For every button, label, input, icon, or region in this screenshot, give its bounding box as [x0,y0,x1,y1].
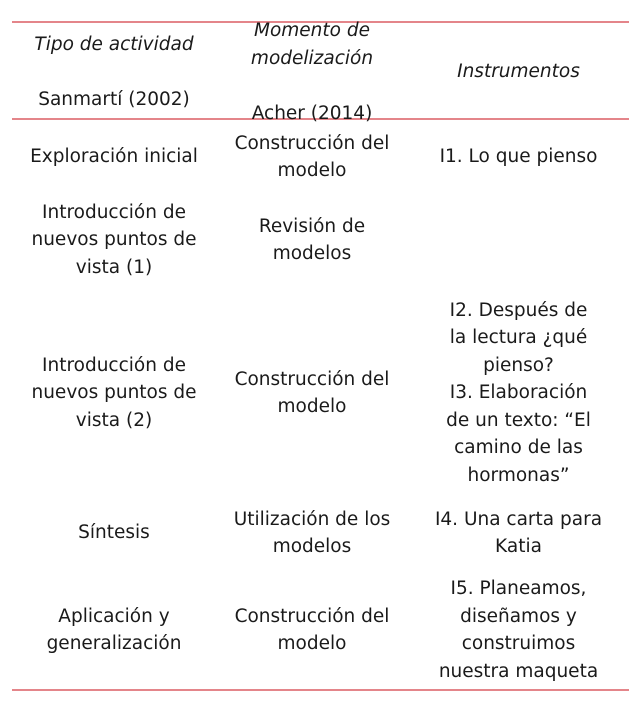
row2-tipo-cell: Introducción de nuevos puntos de vista (1) [31,201,197,278]
header-tipo-label: Tipo de actividad [34,33,194,55]
header-tipo-source: Sanmartí (2002) [38,88,190,110]
header-tipo-de-actividad [14,30,214,114]
header-momento-source: Acher (2014) [251,102,373,124]
row2-instrumentos-cell [410,196,627,284]
row1-tipo-cell: Exploración inicial [30,146,198,168]
row5-instrumentos-cell: I5. Planeamos, diseñamos y construimos nuestra maqueta [438,578,599,682]
table-bottom-rule [12,689,629,691]
header-instrumentos [410,30,627,114]
header-momento-label: Momento de modelización [250,20,374,69]
row1-instrumentos-cell: I1. Lo que pienso [439,146,598,168]
row3-instrumentos-cell: I2. Después de la lectura ¿qué pienso? I3. Elaboración de un texto: “El camino de las hormonas” [446,299,591,486]
row3-tipo-cell: Introducción de nuevos puntos de vista (2) [31,354,197,431]
header-momento-de-modelizacion [217,20,407,124]
header-instrumentos-label: Instrumentos [457,61,580,83]
row2-momento-cell: Revisión de modelos [258,215,366,264]
row4-momento-cell: Utilización de los modelos [233,508,391,557]
row4-tipo-cell: Síntesis [78,522,150,544]
row4-instrumentos-cell: I4. Una carta para Katia [434,508,603,557]
row5-tipo-cell: Aplicación y generalización [46,605,182,654]
row3-momento-cell: Construcción del modelo [234,368,390,417]
row5-momento-cell: Construcción del modelo [234,605,390,654]
row1-momento-cell: Construcción del modelo [234,132,390,181]
